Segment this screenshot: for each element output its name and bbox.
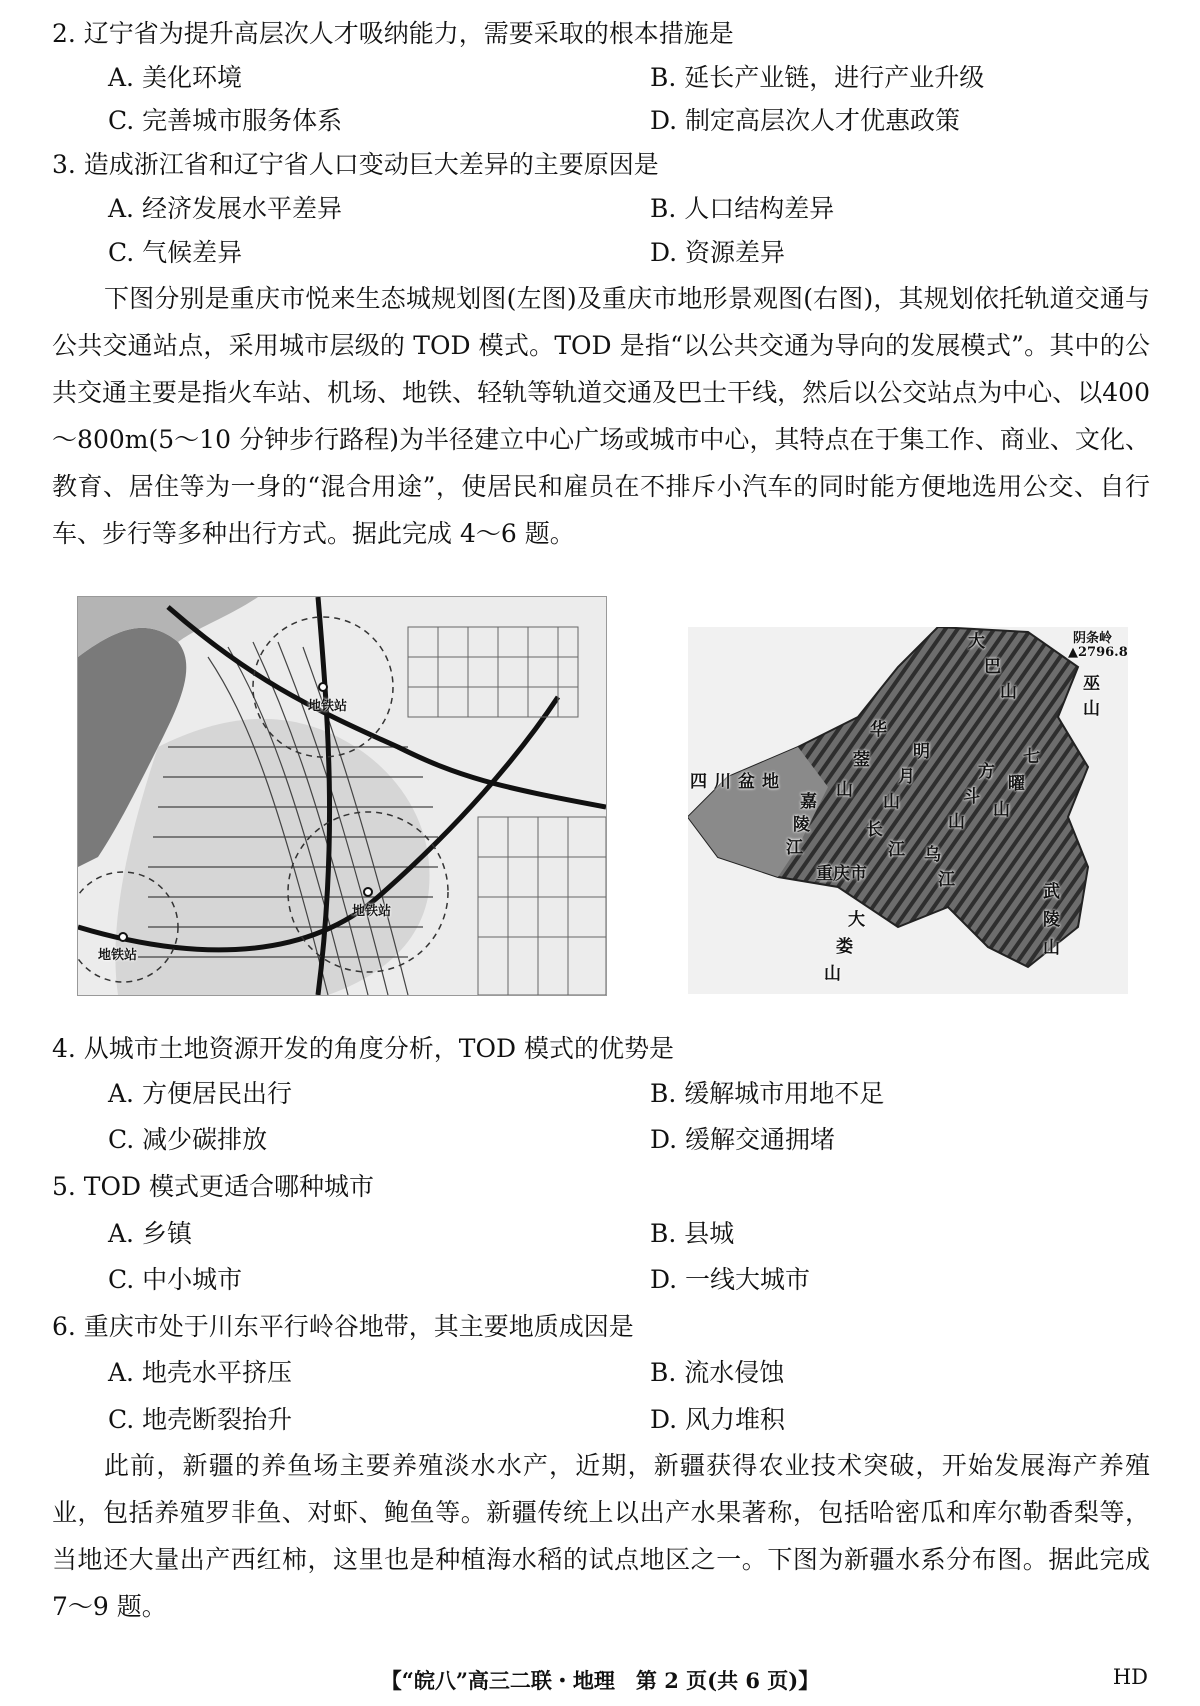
label-di: 地: [762, 772, 779, 792]
label-jiang-chang: 江: [888, 840, 905, 860]
label-pen: 盆: [738, 772, 755, 792]
question-2-option-b: B. 延长产业链，进行产业升级: [650, 63, 985, 92]
label-hua: 华: [870, 720, 887, 740]
terrain-map-figure: [688, 627, 1128, 994]
label-shan-mingyue: 山: [883, 792, 900, 812]
label-jiang-wu: 江: [938, 870, 955, 890]
question-3-option-a: A. 经济发展水平差异: [108, 194, 342, 223]
label-yue: 月: [898, 767, 915, 787]
planning-map-graphic: [78, 597, 606, 995]
label-wu-river: 乌: [924, 845, 941, 865]
label-shan-dalou: 山: [824, 964, 841, 984]
question-4-stem: 4. 从城市土地资源开发的角度分析，TOD 模式的优势是: [52, 1034, 674, 1063]
label-fang: 方: [978, 762, 995, 782]
label-shan-wushan: 山: [1083, 699, 1100, 719]
question-5-option-a: A. 乡镇: [108, 1219, 192, 1248]
question-5-stem: 5. TOD 模式更适合哪种城市: [52, 1172, 374, 1201]
question-2-option-d: D. 制定高层次人才优惠政策: [650, 106, 961, 135]
footer-code: HD: [1112, 1665, 1148, 1689]
question-3-option-d: D. 资源差异: [650, 238, 786, 267]
label-da-1: 大: [968, 632, 985, 652]
planning-map-figure: [77, 596, 607, 996]
metro-station-label-2: 地铁站: [352, 904, 392, 919]
label-da-2: 大: [848, 910, 865, 930]
question-4-option-a: A. 方便居民出行: [108, 1079, 292, 1108]
label-wu-ling: 武: [1043, 882, 1060, 902]
question-6-option-d: D. 风力堆积: [650, 1405, 786, 1434]
label-yao: 曜: [1008, 774, 1025, 794]
question-3-option-b: B. 人口结构差异: [650, 194, 835, 223]
label-lou: 娄: [836, 937, 853, 957]
question-2-stem: 2. 辽宁省为提升高层次人才吸纳能力，需要采取的根本措施是: [52, 19, 734, 48]
label-shan-qiyao: 山: [993, 800, 1010, 820]
question-4-option-d: D. 缓解交通拥堵: [650, 1125, 836, 1154]
label-jiang-jialing: 江: [786, 838, 803, 858]
footer-page-info: 【“皖八”高三二联・地理 第 2 页(共 6 页)】: [380, 1668, 820, 1693]
question-4-option-c: C. 减少碳排放: [108, 1125, 268, 1154]
label-shan-daba: 山: [1000, 682, 1017, 702]
question-3-option-c: C. 气候差异: [108, 238, 243, 267]
label-shan-huaying: 山: [836, 780, 853, 800]
label-shan-wuling: 山: [1043, 938, 1060, 958]
label-jia: 嘉: [800, 792, 817, 812]
question-5-option-d: D. 一线大城市: [650, 1265, 811, 1294]
label-yintiaoling: 阴条岭: [1073, 631, 1113, 646]
question-6-option-c: C. 地壳断裂抬升: [108, 1405, 293, 1434]
question-2-option-a: A. 美化环境: [108, 63, 242, 92]
question-6-option-b: B. 流水侵蚀: [650, 1358, 785, 1387]
passage-xinjiang: 此前，新疆的养鱼场主要养殖淡水水产，近期，新疆获得农业技术突破，开始发展海产养殖业，包括养殖罗非鱼、对虾、鲍鱼等。新疆传统上以出产水果著称，包括哈密瓜和库尔勒香梨等，当地还大量出产西红柿，这里也是种植海水稻的试点地区之一。下图为新疆水系分布图。据此完成 7～9 题。: [52, 1451, 1150, 1621]
label-shan-fangdou: 山: [948, 812, 965, 832]
question-5-option-b: B. 县城: [650, 1219, 735, 1248]
label-chuan: 川: [714, 772, 731, 792]
question-6-option-a: A. 地壳水平挤压: [108, 1358, 292, 1387]
metro-station-label-3: 地铁站: [98, 948, 138, 963]
label-wu: 巫: [1083, 674, 1100, 694]
label-ling: 陵: [793, 815, 810, 835]
question-3-stem: 3. 造成浙江省和辽宁省人口变动巨大差异的主要原因是: [52, 150, 659, 179]
label-ba: 巴: [984, 657, 1001, 677]
terrain-map-graphic: [688, 627, 1128, 994]
question-5-option-c: C. 中小城市: [108, 1265, 243, 1294]
passage-tod: 下图分别是重庆市悦来生态城规划图(左图)及重庆市地形景观图(右图)，其规划依托轨道交通与公共交通站点，采用城市层级的 TOD 模式。TOD 是指“以公共交通为导向的发展模式”。其中的公共交通主要是指火车站、机场、地铁、轻轨等轨道交通及巴士干线，然后以公交站点为中心、以400～800m(5～10 分钟步行路程)为半径建立中心广场或城市中心，其特点在于集工作、商业、文化、教育、居住等为一身的“混合用途”，使居民和雇员在不排斥小汽车的同时能方便地选用公交、自行车、步行等多种出行方式。据此完成 4～6 题。: [52, 284, 1150, 548]
label-chang: 长: [866, 820, 883, 840]
label-chongqing: 重庆市: [816, 864, 867, 884]
label-ling-wuling: 陵: [1043, 910, 1060, 930]
label-qi: 七: [1023, 747, 1040, 767]
metro-station-label-1: 地铁站: [308, 699, 348, 714]
label-elevation: ▲2796.8: [1068, 645, 1128, 660]
question-2-option-c: C. 完善城市服务体系: [108, 106, 343, 135]
label-si: 四: [690, 772, 707, 792]
question-6-stem: 6. 重庆市处于川东平行岭谷地带，其主要地质成因是: [52, 1312, 634, 1341]
label-ming: 明: [913, 742, 930, 762]
label-ying: 蓥: [853, 750, 870, 770]
question-4-option-b: B. 缓解城市用地不足: [650, 1079, 885, 1108]
label-dou: 斗: [963, 787, 980, 807]
